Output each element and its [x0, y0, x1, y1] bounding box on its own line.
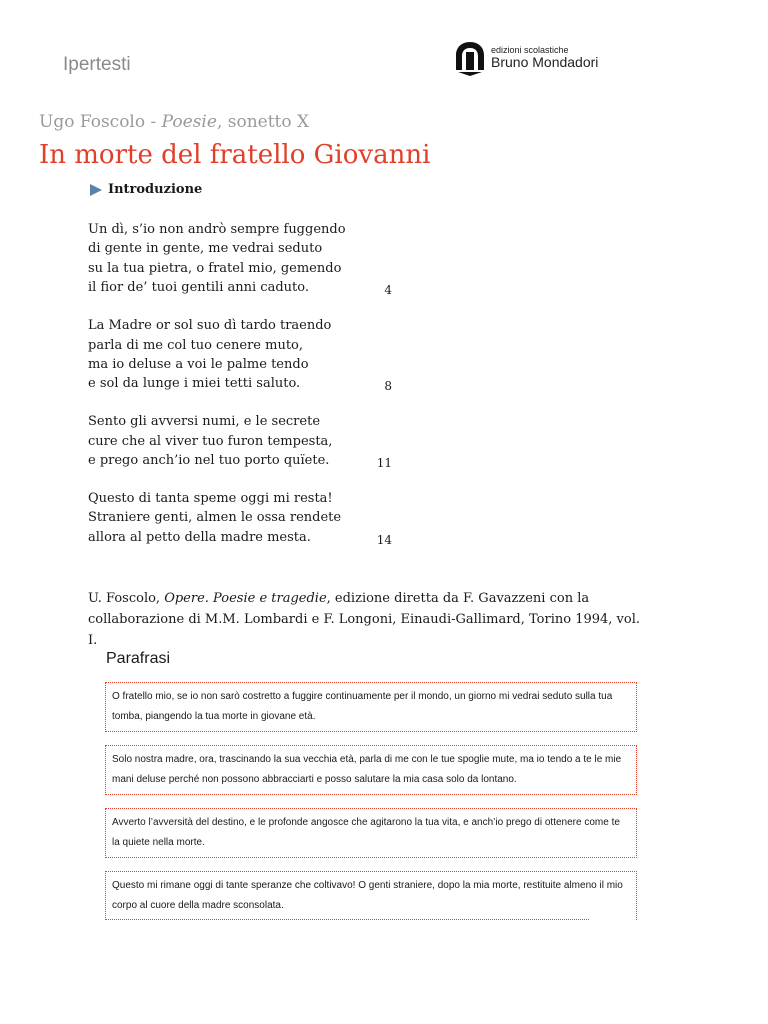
poem-line-text: il fior de’ tuoi gentili anni caduto.	[88, 280, 309, 296]
stanza	[88, 412, 398, 470]
poem-line: Sento gli avversi numi, e le secrete	[88, 414, 321, 430]
poem-line: Un dì, s’io non andrò sempre fuggendo	[88, 222, 346, 237]
parafrasi-box: Questo mi rimane oggi di tante speranze che coltivavo! O genti straniere, dopo la mia morte, restituite almeno il mio corpo al cuore della madre sconsolata.	[105, 871, 637, 920]
parafrasi-box: O fratello mio, se io non sarò costretto a fuggire continuamente per il mondo, un giorno mi vedrai seduto sulla tua tomba, piangendo la tua morte in giovane età.	[105, 682, 637, 732]
logo-name: Bruno Mondadori	[491, 54, 599, 71]
divider	[105, 919, 589, 920]
poem-line-text: e sol da lunge i miei tetti saluto.	[88, 376, 301, 392]
parafrasi-box: Solo nostra madre, ora, trascinando la sua vecchia età, parla di me con le tue spoglie mute, ma io tendo a te le mie mani deluse perché non possono abbracciarti e posso salutare la mia casa solo da lontano.	[105, 745, 637, 795]
attribution-work: Poesie	[161, 112, 217, 132]
line-number: 8	[384, 379, 392, 394]
line-number: 14	[376, 532, 392, 547]
poem-line: Questo di tanta speme oggi mi resta!	[88, 491, 333, 507]
publisher-emblem-icon	[454, 40, 486, 76]
stanza	[88, 316, 398, 394]
attribution-rest: , sonetto X	[216, 112, 310, 132]
line-number: 4	[384, 283, 392, 298]
poem-line: La Madre or sol suo dì tardo traendo	[88, 318, 332, 334]
stanza	[88, 220, 398, 298]
poem-line: su la tua pietra, o fratel mio, gemendo	[88, 260, 342, 276]
attribution-author: Ugo Foscolo -	[39, 112, 162, 132]
poem-line: di gente in gente, me vedrai seduto	[88, 241, 323, 257]
line-number: 11	[376, 456, 392, 471]
poem	[88, 220, 398, 566]
source-citation	[88, 588, 648, 651]
poem-line: cure che al viver tuo furon tempesta,	[88, 433, 333, 449]
stanza	[88, 489, 398, 547]
poem-line-text: allora al petto della madre mesta.	[88, 529, 311, 545]
publisher-logo	[454, 40, 598, 76]
poem-line	[88, 374, 398, 393]
intro-link[interactable]	[90, 182, 202, 197]
intro-label: Introduzione	[108, 182, 203, 197]
page-title: In morte del fratello Giovanni	[39, 140, 431, 170]
section-label: Ipertesti	[63, 54, 131, 75]
play-arrow-icon	[90, 184, 102, 196]
poem-line	[88, 278, 398, 297]
parafrasi-heading: Parafrasi	[106, 650, 171, 667]
poem-line	[88, 528, 398, 547]
source-post: , edizione diretta da F. Gavazzeni con la collaborazione di M.M. Lombardi e F. Longoni, Einaudi-Gallimard, Torino 1994, vol. I.	[88, 591, 640, 648]
logo-subtitle: edizioni scolastiche	[491, 44, 569, 55]
attribution	[39, 112, 309, 132]
parafrasi-box: Avverto l’avversità del destino, e le profonde angosce che agitarono la tua vita, e anch’io prego di ottenere come te la quiete nella morte.	[105, 808, 637, 858]
poem-line	[88, 451, 398, 470]
poem-line: Straniere genti, almen le ossa rendete	[88, 510, 342, 526]
source-work: Opere. Poesie e tragedie	[164, 591, 327, 606]
poem-line: parla di me col tuo cenere muto,	[88, 337, 304, 353]
poem-line-text: e prego anch’io nel tuo porto quïete.	[88, 453, 330, 469]
source-pre: U. Foscolo,	[88, 591, 165, 606]
poem-line: ma io deluse a voi le palme tendo	[88, 356, 309, 372]
